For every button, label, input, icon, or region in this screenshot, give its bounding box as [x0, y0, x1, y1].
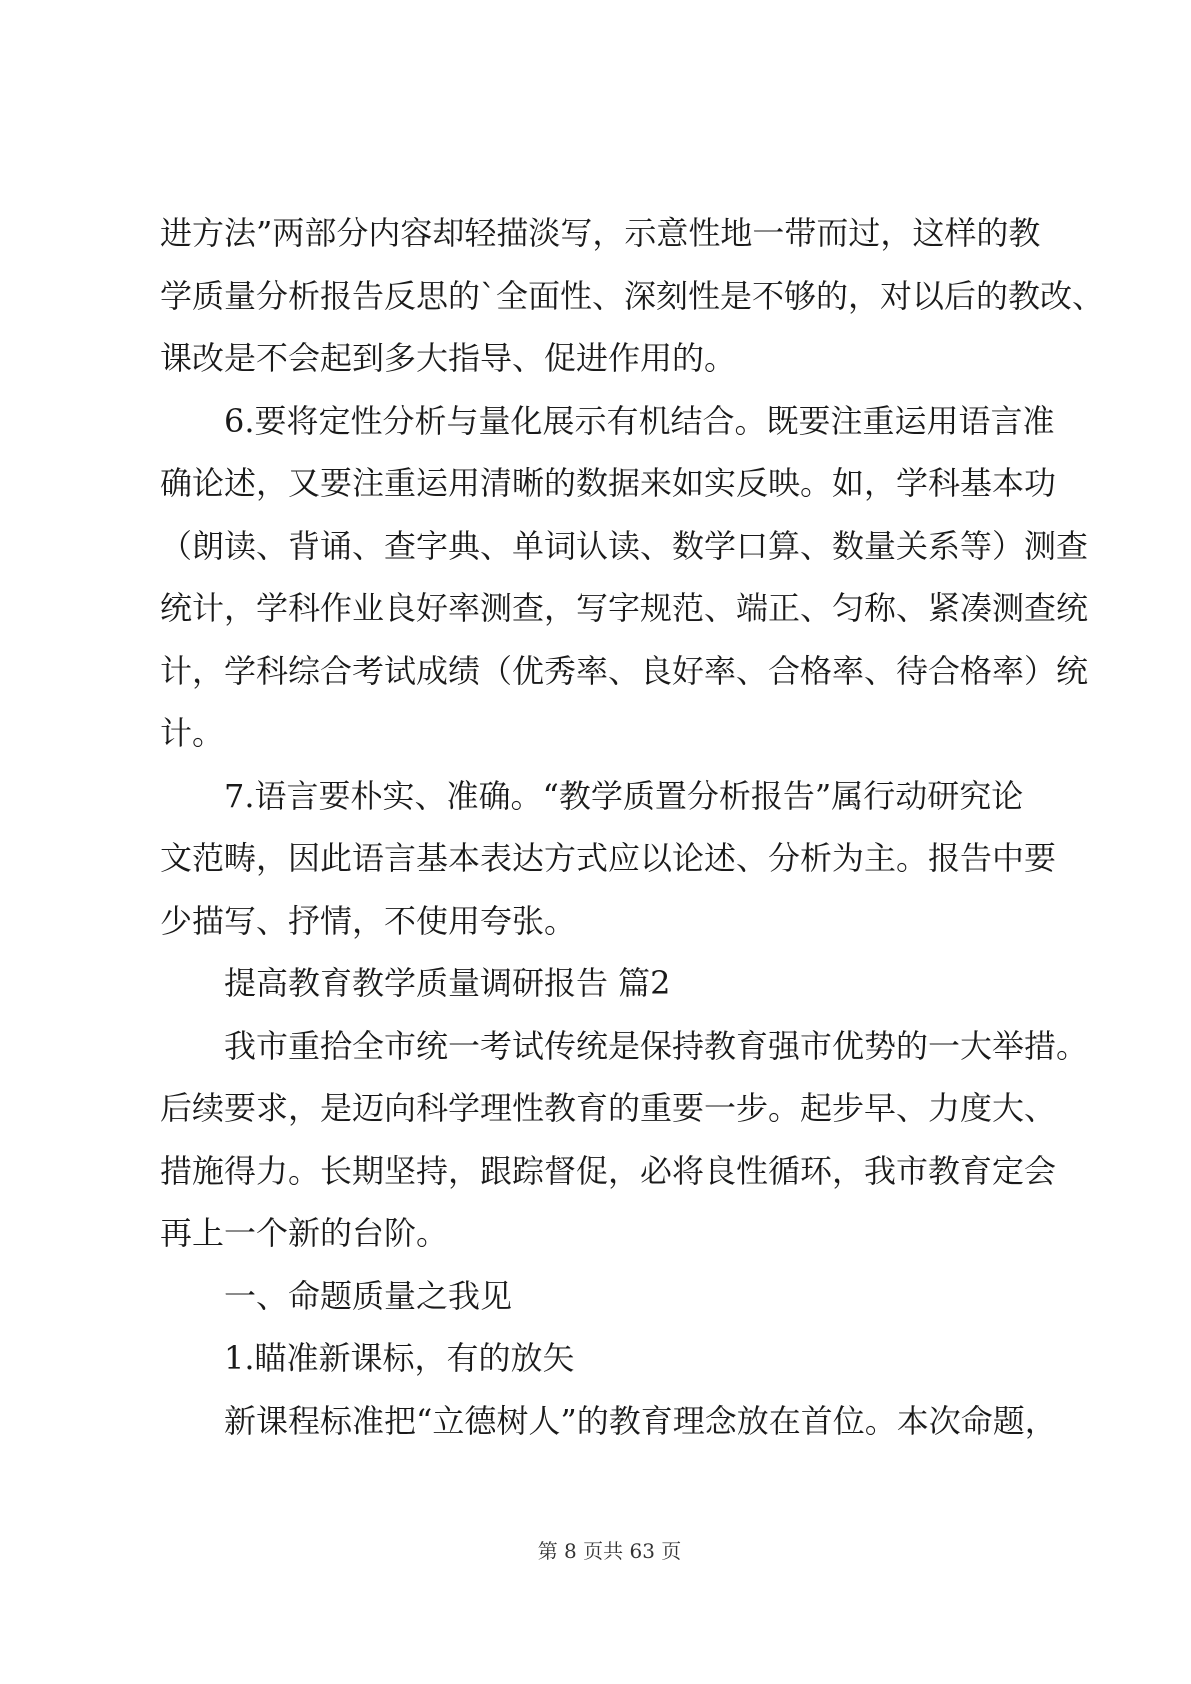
text-line: 计，学科综合考试成绩（优秀率、良好率、合格率、待合格率）统: [160, 651, 1089, 690]
text-line: 进方法”两部分内容却轻描淡写，示意性地一带而过，这样的教: [160, 214, 1041, 252]
text-line: 文范畴，因此语言基本表达方式应以论述、分析为主。报告中要: [160, 839, 1057, 877]
subsection-heading: 一、命题质量之我见: [224, 1276, 513, 1315]
text-line: 我市重拾全市统一考试传统是保持教育强市优势的一大举措。: [224, 1026, 1089, 1065]
document-body: [160, 202, 1140, 1452]
text-line: 6.要将定性分析与量化展示有机结合。既要注重运用语言准: [224, 401, 1055, 440]
text-line: 再上一个新的台阶。: [160, 1214, 449, 1252]
text-line: 后续要求，是迈向科学理性教育的重要一步。起步早、力度大、: [160, 1089, 1057, 1127]
text-line: 新课程标准把“立德树人”的教育理念放在首位。本次命题，: [224, 1401, 1057, 1440]
subsection-heading: 1.瞄准新课标，有的放矢: [224, 1339, 575, 1377]
text-line: 课改是不会起到多大指导、促进作用的。: [160, 339, 737, 377]
section-heading: 提高教育教学质量调研报告 篇2: [224, 964, 671, 1002]
text-line: 确论述，又要注重运用清晰的数据来如实反映。如，学科基本功: [160, 464, 1057, 502]
text-line: 少描写、抒情，不使用夸张。: [160, 901, 577, 940]
text-line: 7.语言要朴实、准确。“教学质置分析报告”属行动研究论: [224, 776, 1024, 815]
text-line: 统计，学科作业良好率测查，写字规范、端正、匀称、紧凑测查统: [160, 589, 1089, 627]
text-line: 措施得力。长期坚持，跟踪督促，必将良性循环，我市教育定会: [160, 1151, 1057, 1190]
text-line: （朗读、背诵、查字典、单词认读、数学口算、数量关系等）测查: [160, 526, 1089, 565]
page-number-footer: 第 8 页共 63 页: [537, 1539, 682, 1563]
text-line: 计。: [160, 714, 225, 752]
text-line: 学质量分析报告反思的`全面性、深刻性是不够的，对以后的教改、: [160, 276, 1105, 315]
